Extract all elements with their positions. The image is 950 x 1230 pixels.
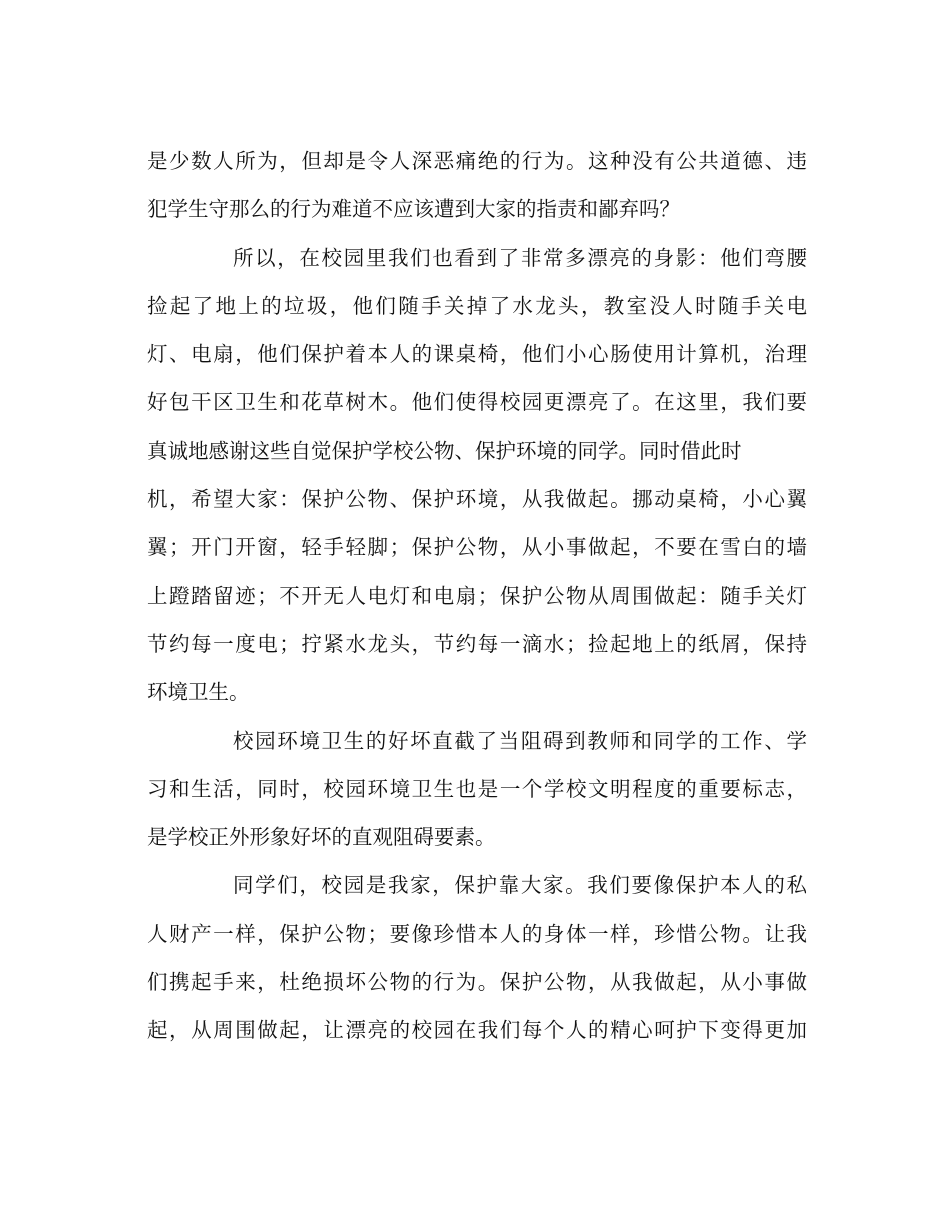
text-line: 机，希望大家：保护公物、保护环境，从我做起。挪动桌椅，小心翼 bbox=[147, 487, 807, 512]
text-line: 起，从周围做起，让漂亮的校园在我们每个人的精心呵护下变得更加 bbox=[147, 1018, 807, 1043]
text-line: 是学校正外形象好坏的直观阻碍要素。 bbox=[147, 825, 496, 850]
text-line: 环境卫生。 bbox=[147, 680, 250, 705]
paragraph-start-line: 校园环境卫生的好坏直截了当阻碍到教师和同学的工作、学 bbox=[233, 728, 807, 753]
text-line: 捡起了地上的垃圾，他们随手关掉了水龙头，教室没人时随手关电 bbox=[147, 293, 807, 318]
text-line: 上蹬踏留迹；不开无人电灯和电扇；保护公物从周围做起：随手关灯 bbox=[147, 583, 807, 608]
text-line: 节约每一度电；拧紧水龙头，节约每一滴水；捡起地上的纸屑，保持 bbox=[147, 631, 807, 656]
text-line: 是少数人所为，但却是令人深恶痛绝的行为。这种没有公共道德、违 bbox=[147, 149, 807, 173]
text-line: 犯学生守那么的行为难道不应该遭到大家的指责和鄙弃吗？ bbox=[147, 197, 680, 222]
text-line: 好包干区卫生和花草树木。他们使得校园更漂亮了。在这里，我们要 bbox=[147, 390, 807, 415]
paragraph-start-line: 所以，在校园里我们也看到了非常多漂亮的身影：他们弯腰 bbox=[233, 245, 807, 270]
text-line: 灯、电扇，他们保护着本人的课桌椅，他们小心肠使用计算机，治理 bbox=[147, 342, 807, 367]
document-body bbox=[147, 137, 807, 1055]
text-line: 真诚地感谢这些自觉保护学校公物、保护环境的同学。同时借此时 bbox=[147, 438, 742, 463]
text-line: 习和生活，同时，校园环境卫生也是一个学校文明程度的重要标志， bbox=[147, 776, 807, 801]
text-line: 翼；开门开窗，轻手轻脚；保护公物，从小事做起，不要在雪白的墙 bbox=[147, 535, 807, 560]
text-line: 人财产一样，保护公物；要像珍惜本人的身体一样，珍惜公物。让我 bbox=[147, 921, 807, 946]
paragraph-start-line: 同学们，校园是我家，保护靠大家。我们要像保护本人的私 bbox=[233, 873, 807, 898]
text-line: 们携起手来，杜绝损坏公物的行为。保护公物，从我做起，从小事做 bbox=[147, 970, 807, 995]
